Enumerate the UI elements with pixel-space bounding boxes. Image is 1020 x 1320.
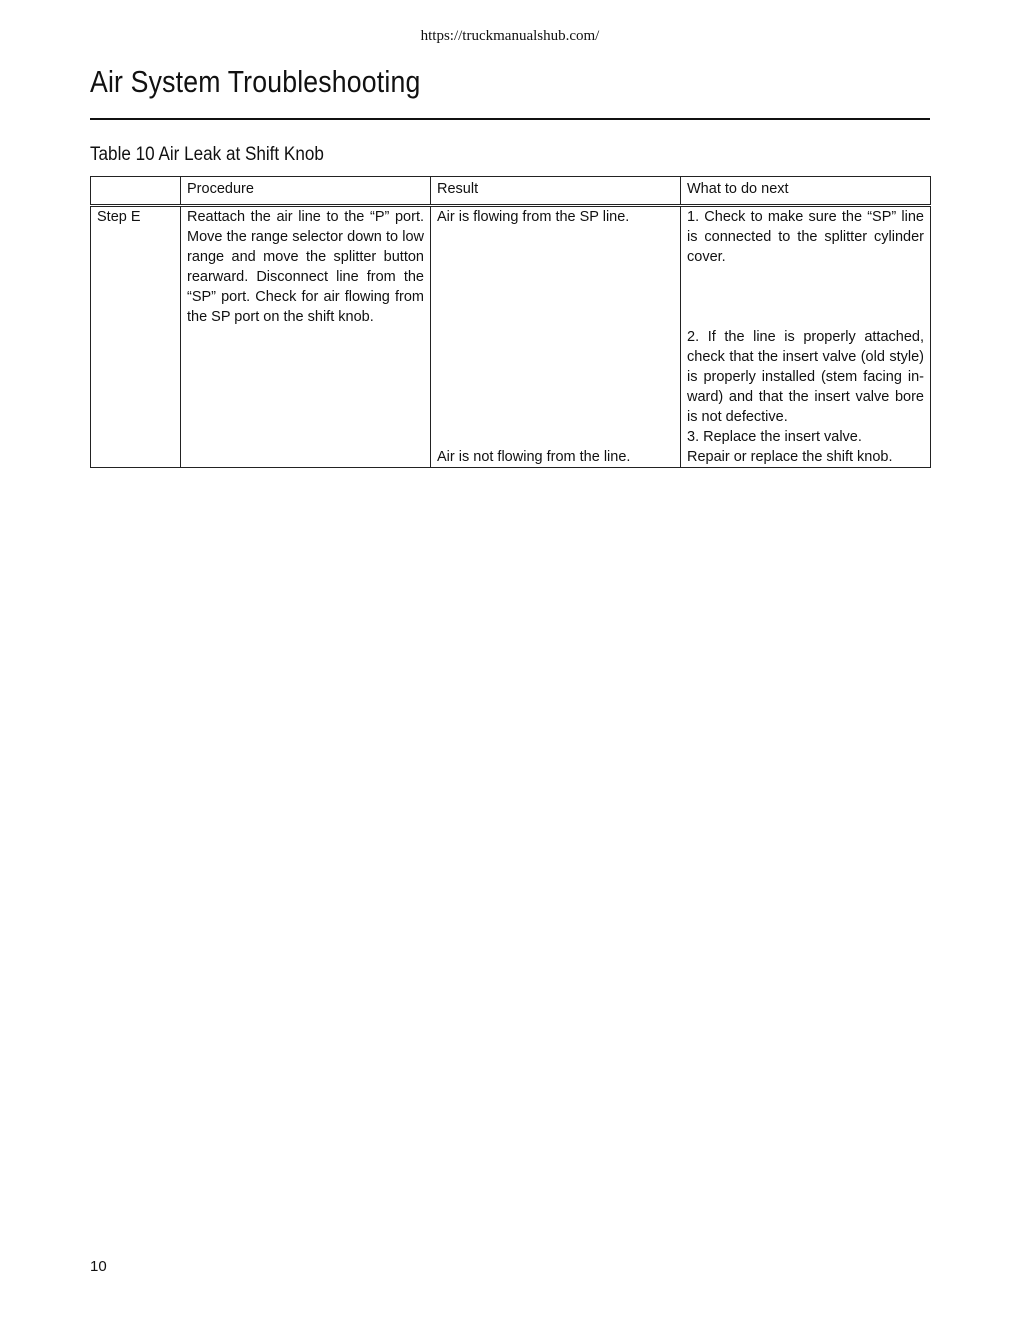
- column-header-next: What to do next: [681, 177, 931, 206]
- result-cell: [431, 447, 681, 468]
- empty-cell: [181, 447, 431, 468]
- empty-cell: [431, 427, 681, 447]
- result-text: Air is flowing from the SP line.: [437, 209, 630, 225]
- source-url: https://truckmanualshub.com/: [420, 28, 600, 44]
- empty-cell: [181, 327, 431, 427]
- action-text: 2. If the line is properly attached, check that the insert valve (old style) is properly installed (stem facing in-ward) and that the insert valve bore is not defective.: [687, 329, 924, 425]
- empty-cell: [431, 327, 681, 427]
- column-header-result: Result: [431, 177, 681, 206]
- table-caption: Table 10 Air Leak at Shift Knob: [90, 144, 324, 165]
- action-text: Repair or replace the shift knob.: [687, 449, 893, 465]
- table-row: [91, 206, 931, 328]
- page-number: 10: [90, 1258, 107, 1275]
- empty-cell: [181, 427, 431, 447]
- table-row: [91, 447, 931, 468]
- action-cell: [681, 447, 931, 468]
- title-rule: [90, 118, 930, 120]
- procedure-cell: [181, 206, 431, 328]
- column-header-procedure: Procedure: [181, 177, 431, 206]
- action-text: 1. Check to make sure the “SP” line is connected to the splitter cylinder cover.: [687, 209, 924, 265]
- action-text: 3. Replace the insert valve.: [687, 429, 862, 445]
- result-text: Air is not flowing from the line.: [437, 449, 631, 465]
- page-title: Air System Troubleshooting: [90, 64, 421, 99]
- empty-cell: [91, 447, 181, 468]
- action-cell: [681, 327, 931, 427]
- result-cell: [431, 206, 681, 328]
- table-row: [91, 327, 931, 427]
- empty-cell: [91, 427, 181, 447]
- table-row: [91, 427, 931, 447]
- step-cell: [91, 206, 181, 328]
- action-cell: [681, 427, 931, 447]
- empty-cell: [91, 327, 181, 427]
- troubleshooting-table: [90, 176, 931, 468]
- action-cell: [681, 206, 931, 328]
- table-header-row: [91, 177, 931, 206]
- step-label: Step E: [97, 209, 141, 225]
- column-header-step: [91, 177, 181, 206]
- procedure-text: Reattach the air line to the “P” port. Move the range selector down to low range and move the splitter button rearward. Disconnect line from the “SP” port. Check for air flowing from the SP port on the shift knob.: [187, 209, 424, 325]
